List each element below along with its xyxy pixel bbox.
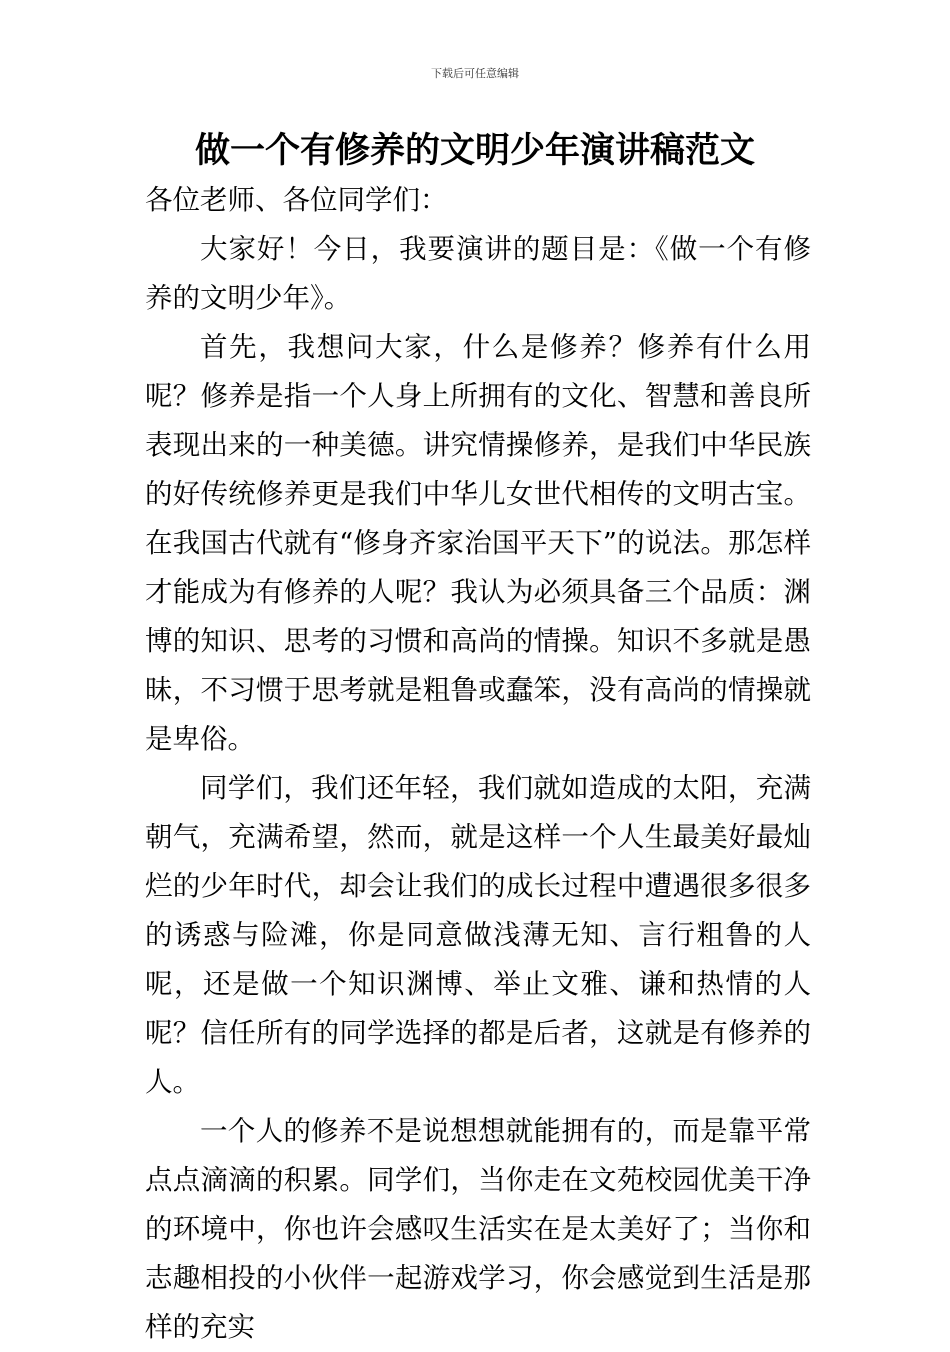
paragraph-2: 首先，我想问大家，什么是修养？修养有什么用呢？修养是指一个人身上所拥有的文化、智慧和善良所表现出来的一种美德。讲究情操修养，是我们中华民族的好传统修养更是我们中华儿女世代相传的文明古宝。在我国古代就有“修身齐家治国平天下”的说法。那怎样才能成为有修养的人呢？我认为必须具备三个品质：渊博的知识、思考的习惯和高尚的情操。知识不多就是愚昧，不习惯于思考就是粗鲁或蠢笨，没有高尚的情操就是卑俗。 <box>145 331 811 755</box>
paragraph-3: 同学们，我们还年轻，我们就如造成的太阳，充满朝气，充满希望，然而，就是这样一个人生最美好最灿烂的少年时代，却会让我们的成长过程中遭遇很多很多的诱惑与险滩，你是同意做浅薄无知、言行粗鲁的人呢，还是做一个知识渊博、举止文雅、谦和热情的人呢？信任所有的同学选择的都是后者，这就是有修养的人。 <box>145 772 811 1098</box>
header-note: 下载后可任意编辑 <box>431 67 519 80</box>
document-title: 做一个有修养的文明少年演讲稿范文 <box>194 131 755 171</box>
paragraph-1: 大家好！今日，我要演讲的题目是：《做一个有修养的文明少年》。 <box>145 233 811 314</box>
document-body <box>145 176 811 1352</box>
paragraph-4: 一个人的修养不是说想想就能拥有的，而是靠平常点点滴滴的积累。同学们，当你走在文苑校园优美干净的环境中，你也许会感叹生活实在是太美好了；当你和志趣相投的小伙伴一起游戏学习，你会感觉到生活是那样的充实 <box>145 1115 811 1343</box>
salutation: 各位老师、各位同学们： <box>145 184 448 216</box>
